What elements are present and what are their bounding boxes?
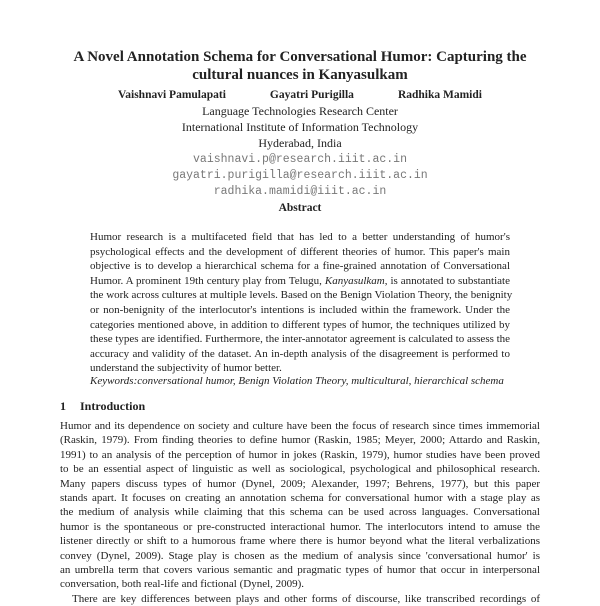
paper-title-line-2: cultural nuances in Kanyasulkam [192, 67, 408, 83]
text-line: to be an essential aspect of linguistic as well as sociological, psychological and philosophical research. [60, 463, 540, 476]
affiliation-line: International Institute of Information Technology [181, 120, 419, 134]
text-line: listener directly or shift to a humorous frame where there is humor beyond what the literal verbalizations [60, 535, 540, 548]
text-line: the medium of analysis while claiming that this schema can be used across languages. Conversational [60, 506, 540, 519]
author: Radhika Mamidi [397, 89, 482, 101]
text-line: stands apart. It focuses on creating an annotation schema for conversational humor with a stage play as [60, 492, 540, 504]
text-line: categories mentioned above, in addition to different types of humor, the techniques utilized by [90, 318, 510, 331]
email: vaishnavi.p@research.iiit.ac.in [193, 153, 407, 166]
authors [0, 89, 600, 101]
text-line: Humor. A prominent 19th century play from Telugu, Kanyasulkam, is annotated to substantiate [90, 274, 510, 287]
text-line: an umbrella term that covers various semantic and pragmatic types of humor that occur in interpersonal [60, 564, 540, 576]
email: radhika.mamidi@iiit.ac.in [213, 185, 387, 198]
text-line: or non-benignity of the interlocutor's intentions is included within the framework. Under the [90, 304, 510, 316]
text-line: conversation, both real-life and fictional (Dynel, 2009). [60, 578, 305, 591]
email: gayatri.purigilla@research.iiit.ac.in [172, 169, 428, 182]
author: Gayatri Purigilla [269, 89, 354, 101]
affiliation-line: Language Technologies Research Center [202, 104, 398, 118]
keywords: Keywords:conversational humor, Benign Violation Theory, multicultural, hierarchical schema [90, 375, 504, 387]
text-line: There are key differences between plays and other forms of discourse, like transcribed recordings of [72, 592, 540, 605]
text-line: 1991) to an analysis of the perception of humor in jokes (Raskin, 1979), humor studies have been proved [60, 448, 540, 461]
text-line: Humor research is a multifaceted field that has led to a better understanding of humor's [90, 231, 510, 243]
text-line: humor is the spontaneous or pre-constructed interactional humor. The interlocutors intend to amuse the [60, 520, 540, 533]
text-line: Humor and its dependence on society and culture have been the focus of research since times immemorial [60, 420, 540, 432]
paper-title-line-1: A Novel Annotation Schema for Conversational Humor: Capturing the [73, 49, 527, 65]
section-heading [60, 399, 145, 414]
affiliation-line: Hyderabad, India [258, 136, 342, 150]
text-line: objective is to develop a hierarchical schema for a fine-grained annotation of Conversational [90, 260, 510, 273]
text-line: Many papers discuss types of humor (Dynel, 2009; Alexander, 1997; Behrens, 1977), but this paper [60, 477, 540, 490]
text-line: (Raskin, 1979). From finding theories to define humor (Raskin, 1985; Meyer, 2000; Attardo and Raskin, [60, 434, 540, 447]
abstract-heading: Abstract [278, 202, 322, 214]
author: Vaishnavi Pamulapati [118, 89, 226, 101]
text-line: understand the subjectivity of humor better. [90, 362, 282, 375]
section-title: Introduction [80, 399, 146, 413]
text-line: the work across cultures at multiple levels. Based on the Benign Violation Theory, the benignity [90, 289, 513, 302]
text-line: accuracy and validity of the dataset. An in-depth analysis of the disagreement is performed to [90, 347, 510, 360]
text-line: these types are identified. Furthermore, the inter-annotator agreement is calculated to assess the [90, 333, 511, 346]
section-number: 1 [60, 399, 66, 413]
text-line: convey (Dynel, 2009). Stage play is chosen as the medium of analysis since 'conversational humor' is [60, 549, 540, 562]
text-line: psychological effects and the development of different theories of humor. This paper's main [90, 245, 510, 258]
